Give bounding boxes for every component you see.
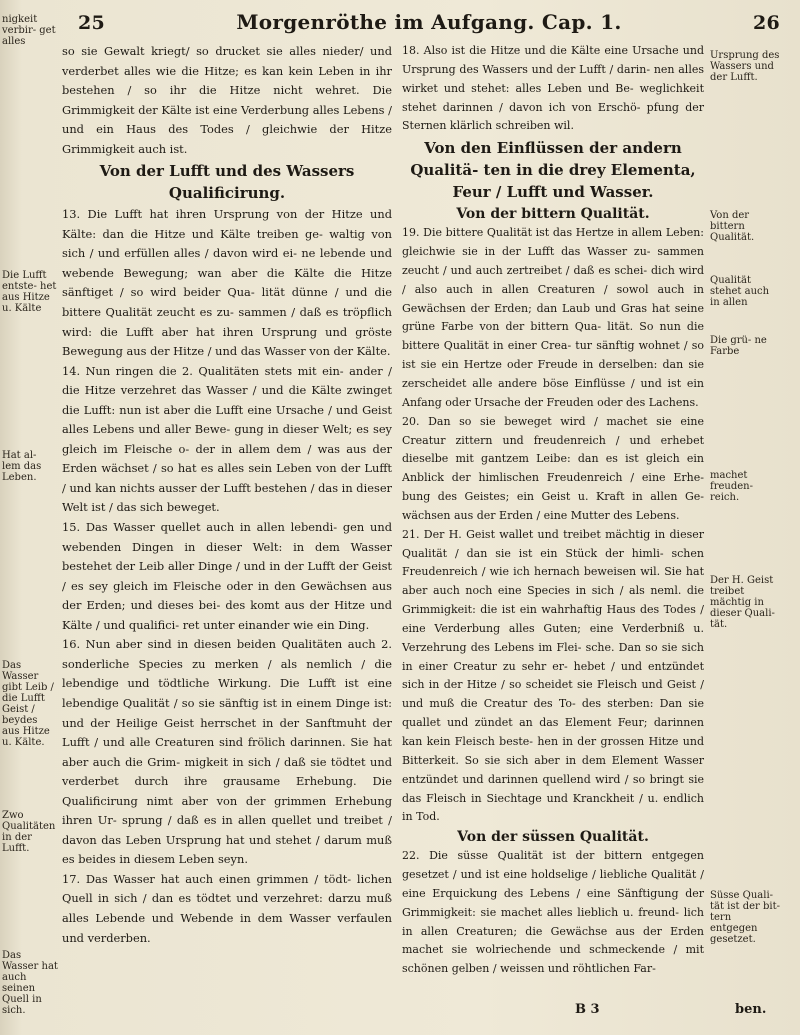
left-column (62, 42, 392, 948)
page-number-left: 25 (78, 12, 106, 34)
right-column (402, 42, 704, 979)
paragraph: 22. Die süsse Qualität ist der bittern entgegen gesetzet / und ist eine holdselige / liebliche Qualität / eine Erquickung des Lebens / eine Sänftigung der Grimmigkeit: sie machet alles lieblich u. freund- lich in allen Creaturen; die Gewächse aus der Erden machet sie wolriechende und schmeckende / mit schönen gelben / weissen und röhtlichen Far- (402, 849, 704, 976)
margin-note: Der H. Geist treibet mächtig in dieser Quali- tät. (710, 575, 775, 630)
margin-note: Die grü- ne Farbe (710, 335, 767, 357)
paragraph: 13. Die Lufft hat ihren Ursprung von der Hitze und Kälte: dan die Hitze und Kälte treiben ge- waltig von sich / und erfüllen alles / davon wird ei- ne lebende und webende Bewegung; wan aber die Kälte die Hitze sänftiget / so wird beider Qua- lität dünne / und die bittere Qualität zeucht es zu- sammen / daß es tröpflich wird: die Lufft aber hat ihren Ursprung und gröste Bewegung aus der Hitze / und das Wasser von der Kälte. (62, 207, 392, 359)
paragraph: 17. Das Wasser hat auch einen grimmen / tödt- lichen Quell in sich / dan es tödtet und verzehret: darzu muß alles Lebende und Webende in dem Wasser verfaulen und verderben. (62, 871, 392, 945)
paragraph: 14. Nun ringen die 2. Qualitäten stets mit ein- ander / die Hitze verzehret das Wasser / und die Kälte zwinget die Lufft: nun ist aber die Lufft eine Ursache / und Geist alles Lebens und aller Bewe- gung in dieser Welt; es sey gleich im Fleische o- der in allem dem / was aus der Erden wächset / so hat es alles sein Leben von der Lufft / und kan nichts ausser der Lufft bestehen / das in dieser Welt ist / das sich beweget. (62, 363, 392, 515)
section-heading: Von der Lufft und des Wassers Qualificirung. (99, 162, 355, 203)
margin-note: machet freuden- reich. (710, 470, 753, 503)
section-heading: Von den Einflüssen der andern Qualitä- ten in die drey Elementa, Feur / Lufft und Wasser. (410, 139, 696, 202)
paragraph: 20. Dan so sie beweget wird / machet sie eine Creatur zittern und freudenreich / und erhebet dieselbe mit gantzem Leibe: dan es ist gleich ein Anblick der himlischen Freudenreich / eine Erhe- bung des Geistes; ein Geist u. Kraft in allen Ge- wächsen aus der Erden / eine Mutter des Lebens. (402, 414, 704, 522)
paragraph: 16. Nun aber sind in diesen beiden Qualitäten auch 2. sonderliche Species zu merken / als nemlich / die lebendige und tödtliche Wirkung. Die Lufft ist eine lebendige Qualität / so sie sänftig ist in einem Dinge ist: und der Heilige Geist herrschet in der Sanftmuht der Lufft / und alle Creaturen sind frölich darinnen. Sie hat aber auch die Grim- migkeit in sich / daß sie tödtet und verderbet durch ihre grausame Erhebung. Die Qualificirung nimt aber von der grimmen Erhebung ihren Ur- sprung / daß es in allen quellet und treibet / davon das Leben Ursprung hat und stehet / darum muß es beides in diesem Leben seyn. (62, 637, 392, 867)
margin-note: Das Wasser hat auch seinen Quell in sich. (2, 950, 58, 1016)
margin-note: Hat al- lem das Leben. (2, 450, 42, 483)
margin-note: Qualität stehet auch in allen (710, 275, 770, 308)
margin-note: Die Lufft entste- het aus Hitze u. Kälte (2, 270, 57, 314)
subsection-heading: Von der bittern Qualität. (456, 206, 650, 223)
paragraph: 21. Der H. Geist wallet und treibet mächtig in dieser Qualität / dan sie ist ein Stück der himli- schen Freudenreich / wie ich hernach beweisen wil. Sie hat aber auch noch eine Species in sich / als neml. die Grimmigkeit: die ist ein wahrhaftig Haus des Todes / eine Verderbung alles Guten; eine Verderbniß u. Verzehrung des Lebens im Flei- sche. Dan so sie sich in einer Creatur zu sehr er- hebet / und entzündet sich in der Hitze / so scheidet sie Fleisch und Geist / und muß die Creatur des To- des sterben: Dan sie quallet und zündet an das Element Feur; darinnen kan kein Fleisch beste- hen in der grossen Hitze und Bitterkeit. So sie sich aber in dem Element Wasser entzündet und darinnen quellend wird / so bringt sie das Fleisch in Siechtage und Kranckheit / u. endlich in Tod. (402, 527, 704, 824)
paragraph: 18. Also ist die Hitze und die Kälte eine Ursache und Ursprung des Wassers und der Lufft / darin- nen alles wirket und stehet: alles Leben und Be- weglichkeit stehet darinnen / davon ich von Erschö- pfung der Sternen klärlich schreiben wil. (402, 44, 704, 133)
margin-note: Ursprung des Wassers und der Lufft. (710, 50, 780, 83)
running-header (78, 10, 780, 38)
page-number-right: 26 (752, 12, 780, 34)
subsection-heading: Von der süssen Qualität. (457, 829, 649, 846)
signature-mark: B 3 (575, 1002, 600, 1017)
margin-note: Zwo Qualitäten in der Lufft. (2, 810, 56, 854)
margin-note: Von der bittern Qualität. (710, 210, 755, 243)
margin-note: Das Wasser gibt Leib / die Lufft Geist / beydes aus Hitze u. Kälte. (2, 660, 54, 748)
catchword: ben. (735, 1002, 767, 1017)
paragraph: so sie Gewalt kriegt/ so drucket sie alles nieder/ und verderbet alles wie die Hitze; es kan kein Leben in ihr bestehen / so ihr die Hitze nicht wehret. Die Grimmigkeit der Kälte ist eine Verderbung alles Lebens / und ein Haus des Todes / gleichwie der Hitze Grimmigkeit auch ist. (62, 44, 392, 156)
running-title: Morgenröthe im Aufgang. Cap. 1. (236, 10, 622, 34)
paragraph: 19. Die bittere Qualität ist das Hertze in allem Leben: gleichwie sie in der Lufft das Wasser zu- sammen zeucht / und auch zertreibet / daß es schei- dich wird / also auch in allen Creaturen / sowol auch in Gewächsen der Erden; dan Laub und Gras hat seine grüne Farbe von der bittern Qua- lität. So nun die bittere Qualität in einer Crea- tur sänftig wohnet / so ist sie ein Hertze oder Freude in derselben: dan sie zerscheidet alle andere böse Einflüsse / und ist ein Anfang oder Ursache der Freuden oder des Lachens. (402, 226, 704, 409)
paragraph: 15. Das Wasser quellet auch in allen lebendi- gen und webenden Dingen in dieser Welt: in dem Wasser bestehet der Leib aller Dinge / und in der Lufft der Geist / es sey gleich im Fleische oder in den Gewächsen aus der Erden; und dieses bei- des komt aus der Hitze und Kälte / und qualifici- ret unter einander wie ein Ding. (62, 520, 392, 632)
margin-note: Süsse Quali- tät ist der bit- tern entgegen gesetzet. (710, 890, 780, 945)
left-margin-notes (0, 0, 60, 1035)
margin-note: nigkeit verbir- get alles (2, 14, 56, 47)
